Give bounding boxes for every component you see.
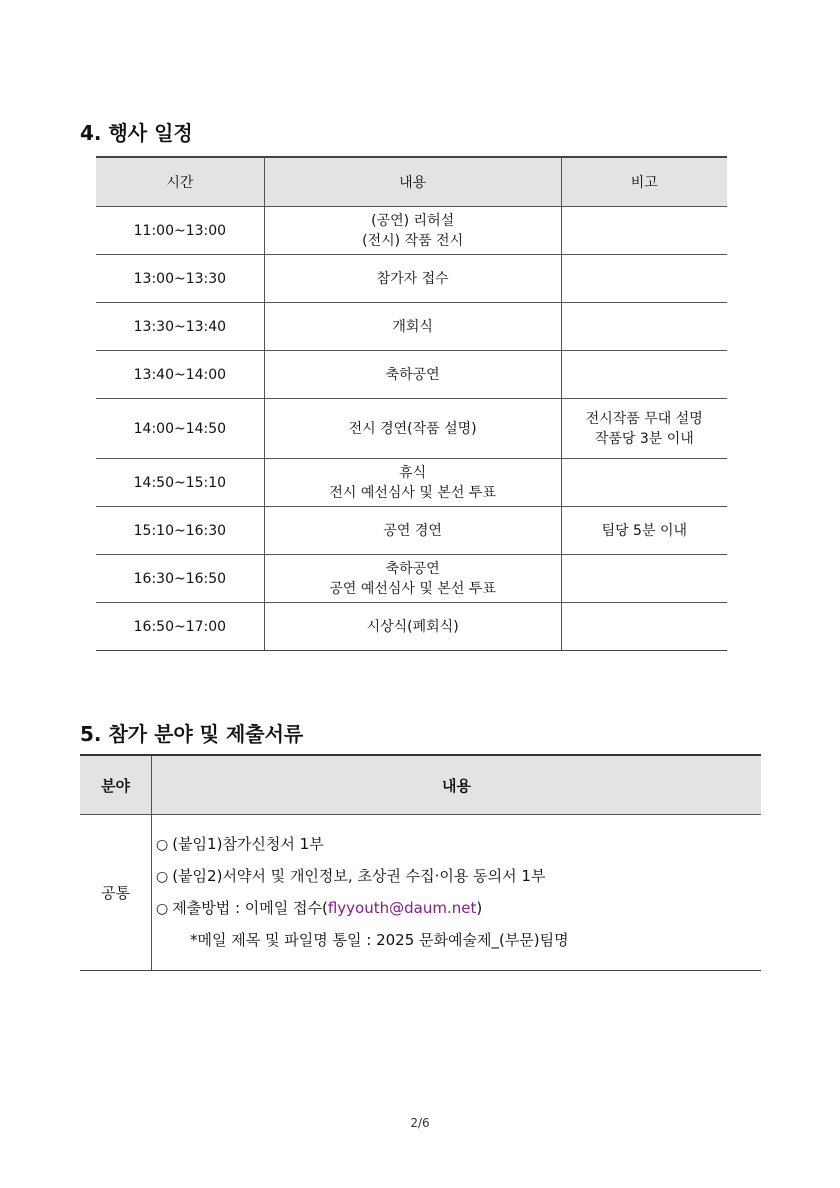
circle-bullet-icon: ○ (156, 837, 169, 853)
schedule-time: 13:00~13:30 (96, 255, 264, 303)
schedule-content (264, 603, 561, 651)
schedule-content-line: 전시 예선심사 및 본선 투표 (329, 484, 496, 501)
category-row (80, 815, 761, 971)
schedule-content (264, 399, 561, 459)
schedule-note-line: 전시작품 무대 설명 (585, 410, 703, 427)
schedule-content (264, 459, 561, 507)
schedule-note-line: 팀당 5분 이내 (601, 522, 687, 539)
schedule-note (561, 399, 727, 459)
schedule-content (264, 351, 561, 399)
schedule-content (264, 303, 561, 351)
schedule-time: 16:30~16:50 (96, 555, 264, 603)
schedule-time: 11:00~13:00 (96, 207, 264, 255)
email-link[interactable]: flyyouth@daum.net (327, 899, 477, 917)
header-note: 비고 (561, 157, 727, 207)
schedule-row (96, 399, 727, 459)
header-category: 분야 (80, 755, 152, 815)
schedule-content (264, 507, 561, 555)
schedule-content-line: 공연 경연 (383, 522, 442, 539)
item-text-1: (붙임1)참가신청서 1부 (172, 835, 324, 853)
category-header-row (80, 755, 761, 815)
item-text-3-prefix: 제출방법 : 이메일 접수( (172, 899, 328, 917)
schedule-row (96, 255, 727, 303)
schedule-content-line: 휴식 (399, 464, 427, 481)
item-text-2: (붙임2)서약서 및 개인정보, 초상권 수집·이용 동의서 1부 (172, 867, 546, 885)
header-content: 내용 (264, 157, 561, 207)
schedule-content-line: 참가자 접수 (376, 270, 449, 287)
schedule-content-line: 공연 예선심사 및 본선 투표 (329, 580, 496, 597)
schedule-note (561, 555, 727, 603)
schedule-content-line: 축하공연 (385, 560, 440, 577)
schedule-row (96, 507, 727, 555)
schedule-note (561, 603, 727, 651)
item-line-1 (156, 829, 761, 861)
schedule-note (561, 351, 727, 399)
schedule-row (96, 555, 727, 603)
schedule-body (96, 207, 727, 651)
item-text-3-suffix: ) (476, 899, 483, 917)
schedule-time: 13:30~13:40 (96, 303, 264, 351)
schedule-content-line: (전시) 작품 전시 (362, 232, 464, 249)
section5-title: 5. 참가 분야 및 제출서류 (80, 722, 304, 746)
item-note: *메일 제목 및 파일명 통일 : 2025 문화예술제_(부문)팀명 (190, 931, 569, 949)
circle-bullet-icon: ○ (156, 901, 169, 917)
schedule-content (264, 555, 561, 603)
circle-bullet-icon: ○ (156, 869, 169, 885)
category-name: 공통 (80, 815, 152, 971)
schedule-time: 16:50~17:00 (96, 603, 264, 651)
schedule-table (96, 156, 727, 651)
schedule-time: 14:50~15:10 (96, 459, 264, 507)
header-category-content: 내용 (152, 755, 762, 815)
schedule-note (561, 303, 727, 351)
schedule-note (561, 459, 727, 507)
schedule-time: 13:40~14:00 (96, 351, 264, 399)
schedule-row (96, 207, 727, 255)
schedule-note-line: 작품당 3분 이내 (594, 430, 694, 447)
schedule-row (96, 459, 727, 507)
schedule-row (96, 303, 727, 351)
schedule-note (561, 255, 727, 303)
schedule-row (96, 603, 727, 651)
schedule-content-line: (공연) 리허설 (371, 212, 455, 229)
category-content (152, 815, 762, 971)
schedule-note (561, 507, 727, 555)
schedule-note (561, 207, 727, 255)
schedule-header-row (96, 157, 727, 207)
item-line-2 (156, 861, 761, 893)
category-table (80, 754, 761, 971)
section4-title: 4. 행사 일정 (80, 121, 193, 145)
schedule-content (264, 255, 561, 303)
schedule-content-line: 축하공연 (385, 366, 440, 383)
header-time: 시간 (96, 157, 264, 207)
schedule-time: 15:10~16:30 (96, 507, 264, 555)
schedule-content (264, 207, 561, 255)
item-line-3 (156, 893, 761, 925)
schedule-content-line: 개회식 (392, 318, 433, 335)
schedule-time: 14:00~14:50 (96, 399, 264, 459)
schedule-content-line: 전시 경연(작품 설명) (348, 420, 477, 437)
schedule-content-line: 시상식(폐회식) (366, 618, 459, 635)
schedule-row (96, 351, 727, 399)
page-number: 2/6 (410, 1116, 430, 1130)
